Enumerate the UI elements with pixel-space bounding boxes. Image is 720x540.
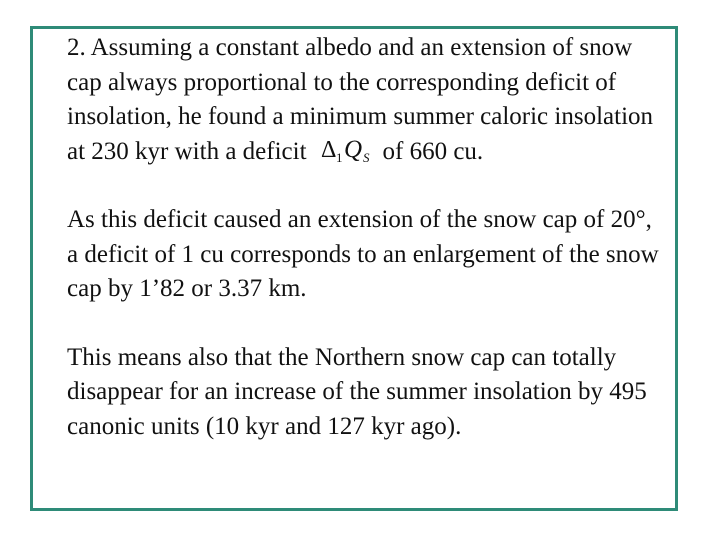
paragraph-2: As this deficit caused an extension of the snow cap of 20°, a deficit of 1 cu corresponds to an enlargement of the snow cap by 1’82 or 3.37 km. — [67, 206, 659, 302]
paragraph-1 — [67, 31, 667, 169]
slide-text-block — [67, 31, 667, 444]
delta-q-s-formula — [321, 135, 379, 165]
paragraph-1-text-start: 2. Assuming a constant albedo and an extension of snow cap always proportional to the corresponding deficit of insolation, he found a minimum summer caloric insolation at 230 kyr with a deficit — [67, 34, 654, 165]
symbol-subscript-1: 1 — [335, 149, 343, 165]
delta-q-s-symbol — [321, 135, 379, 165]
symbol-delta: Δ — [320, 136, 336, 163]
paragraph-3: This means also that the Northern snow cap can totally disappear for an increase of the summer insolation by 495 canonic units (10 kyr and 127 kyr ago). — [67, 343, 647, 440]
symbol-subscript-s: S — [362, 149, 370, 165]
paragraph-1-text-end: of 660 cu. — [382, 137, 484, 165]
symbol-q: Q — [343, 135, 362, 163]
